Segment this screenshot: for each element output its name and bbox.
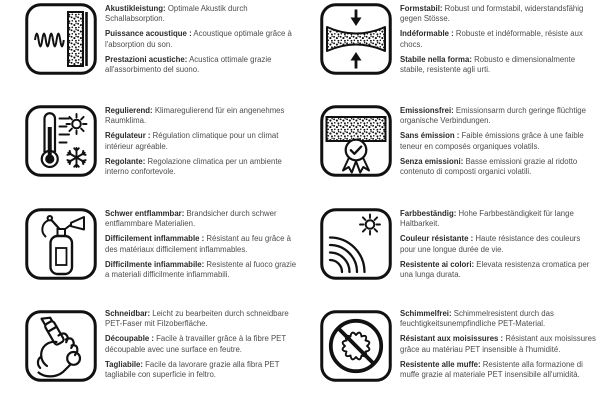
section-color-fastness: [300, 205, 600, 307]
paragraph-de: [105, 4, 300, 25]
term-fr: Sans émission :: [400, 131, 460, 141]
desc-fr: Résistant au feu grâce à des matériaux difficilement inflammables.: [105, 234, 291, 254]
section-emission-free: [300, 102, 600, 205]
desc-fr: Régulation climatique pour un climat intérieur agréable.: [105, 131, 279, 151]
paragraph-fr: [400, 234, 598, 255]
paragraph-de: [105, 309, 300, 330]
paragraph-it: [105, 260, 300, 281]
section-text: [105, 209, 300, 285]
term-it: Resistente ai colori:: [400, 259, 475, 269]
desc-it: Resistente alla formazione di muffe grazie al materiale PET insensibile all'umidità.: [400, 359, 583, 380]
compression-arrows-panel-icon: [320, 3, 392, 75]
sound-wave-absorber-panel-icon: [25, 3, 97, 75]
desc-it: Robusto e dimensionalmente stabile, resistente agli urti.: [400, 54, 576, 75]
term-it: Difficilmente infiammabile:: [105, 259, 205, 269]
paragraph-fr: [105, 131, 300, 152]
paragraph-it: [105, 360, 300, 381]
section-acoustic-performance: [0, 0, 300, 102]
term-de: Formstabil:: [400, 4, 443, 13]
rainbow-sun-icon: [320, 208, 392, 280]
paragraph-de: [105, 209, 300, 230]
desc-fr: Acoustique optimale grâce à l'absorption du son.: [105, 29, 292, 49]
section-shape-stability: [300, 0, 600, 102]
section-text: [105, 106, 300, 182]
section-text: [105, 4, 300, 80]
section-cuttability: [0, 307, 300, 400]
paragraph-de: [400, 209, 598, 230]
desc-it: Elevata resistenza cromatica per una lunga durata.: [400, 259, 590, 280]
paragraph-fr: [400, 131, 598, 152]
desc-de: Schimmelresistent durch das feuchtigkeitsunempfindliche PET-Material.: [400, 309, 554, 329]
section-text: [105, 309, 300, 385]
section-mold-resistance: [300, 307, 600, 400]
desc-it: Regolazione climatica per un ambiente interno confortevole.: [105, 156, 282, 177]
paragraph-it: [105, 157, 300, 178]
term-fr: Puissance acoustique :: [105, 29, 192, 39]
desc-de: Brandsicher durch schwer entflammbare Materialien.: [105, 209, 277, 229]
section-text: [400, 4, 598, 80]
term-it: Prestazioni acustiche:: [105, 54, 188, 64]
section-text: [400, 106, 598, 182]
desc-fr: Résistant aux moisissures grâce au matériau PET insensible à l'humidité.: [400, 334, 596, 354]
section-text: [400, 209, 598, 285]
desc-it: Resistente al fuoco grazie a materiali difficilmente infiammabili.: [105, 259, 297, 280]
term-fr: Difficilement inflammable :: [105, 234, 205, 244]
paragraph-it: [400, 55, 598, 76]
desc-de: Optimale Akustik durch Schallabsorption.: [105, 4, 248, 24]
fire-extinguisher-icon: [25, 208, 97, 280]
term-it: Regolante:: [105, 156, 146, 166]
term-fr: Résistant aux moisissures :: [400, 334, 504, 344]
term-de: Akustikleistung:: [105, 4, 166, 13]
term-it: Stabile nella forma:: [400, 54, 472, 64]
desc-it: Facile da lavorare grazie alla fibra PET tagliabile con superficie in feltro.: [105, 359, 280, 380]
term-fr: Couleur résistante :: [400, 234, 474, 244]
term-de: Schwer entflammbar:: [105, 209, 185, 218]
thermometer-sun-snowflake-icon: [25, 105, 97, 177]
paragraph-de: [400, 309, 598, 330]
paragraph-de: [400, 4, 598, 25]
term-de: Emissionsfrei:: [400, 106, 454, 115]
paragraph-fr: [105, 29, 300, 50]
hand-with-cutter-icon: [25, 310, 97, 382]
no-mold-prohibition-icon: [320, 310, 392, 382]
desc-fr: Haute résistance des couleurs pour une longue durée de vie.: [400, 234, 581, 254]
desc-de: Hohe Farbbeständigkeit für lange Haltbarkeit.: [400, 209, 574, 229]
desc-de: Klimaregulierend für ein angenehmes Raumklima.: [105, 106, 285, 126]
paragraph-it: [400, 157, 598, 178]
section-climate-regulation: [0, 102, 300, 205]
term-fr: Indéformable :: [400, 29, 454, 39]
paragraph-fr: [400, 334, 598, 355]
term-fr: Découpable :: [105, 334, 154, 344]
paragraph-de: [105, 106, 300, 127]
desc-fr: Facile à travailler grâce à la fibre PET découpable avec une surface en feutre.: [105, 334, 286, 354]
term-fr: Régulateur :: [105, 131, 151, 141]
desc-fr: Robuste et indéformable, résiste aux chocs.: [400, 29, 583, 49]
desc-de: Emissionsarm durch geringe flüchtige organische Verbindungen.: [400, 106, 586, 126]
term-de: Schneidbar:: [105, 309, 151, 318]
term-it: Tagliabile:: [105, 359, 143, 369]
desc-it: Basse emissioni grazie al ridotto contenuto di composti organici volatili.: [400, 156, 578, 177]
desc-de: Leicht zu bearbeiten durch schneidbare PET-Faser mit Filzoberfläche.: [105, 309, 289, 329]
paragraph-fr: [105, 234, 300, 255]
paragraph-it: [400, 260, 598, 281]
desc-it: Acustica ottimale grazie all'assorbimento del suono.: [105, 54, 272, 75]
section-flame-resistance: [0, 205, 300, 307]
term-it: Senza emissioni:: [400, 156, 464, 166]
term-it: Resistente alle muffe:: [400, 359, 481, 369]
paragraph-de: [400, 106, 598, 127]
paragraph-it: [105, 55, 300, 76]
term-de: Regulierend:: [105, 106, 153, 115]
certified-panel-badge-icon: [320, 105, 392, 177]
desc-fr: Faible émissions grâce à une faible teneur en composés organiques volatils.: [400, 131, 584, 151]
section-text: [400, 309, 598, 385]
paragraph-fr: [105, 334, 300, 355]
desc-de: Robust und formstabil, widerstandsfähig gegen Stösse.: [400, 4, 584, 24]
term-de: Schimmelfrei:: [400, 309, 452, 318]
term-de: Farbbeständig:: [400, 209, 457, 218]
paragraph-fr: [400, 29, 598, 50]
paragraph-it: [400, 360, 598, 381]
